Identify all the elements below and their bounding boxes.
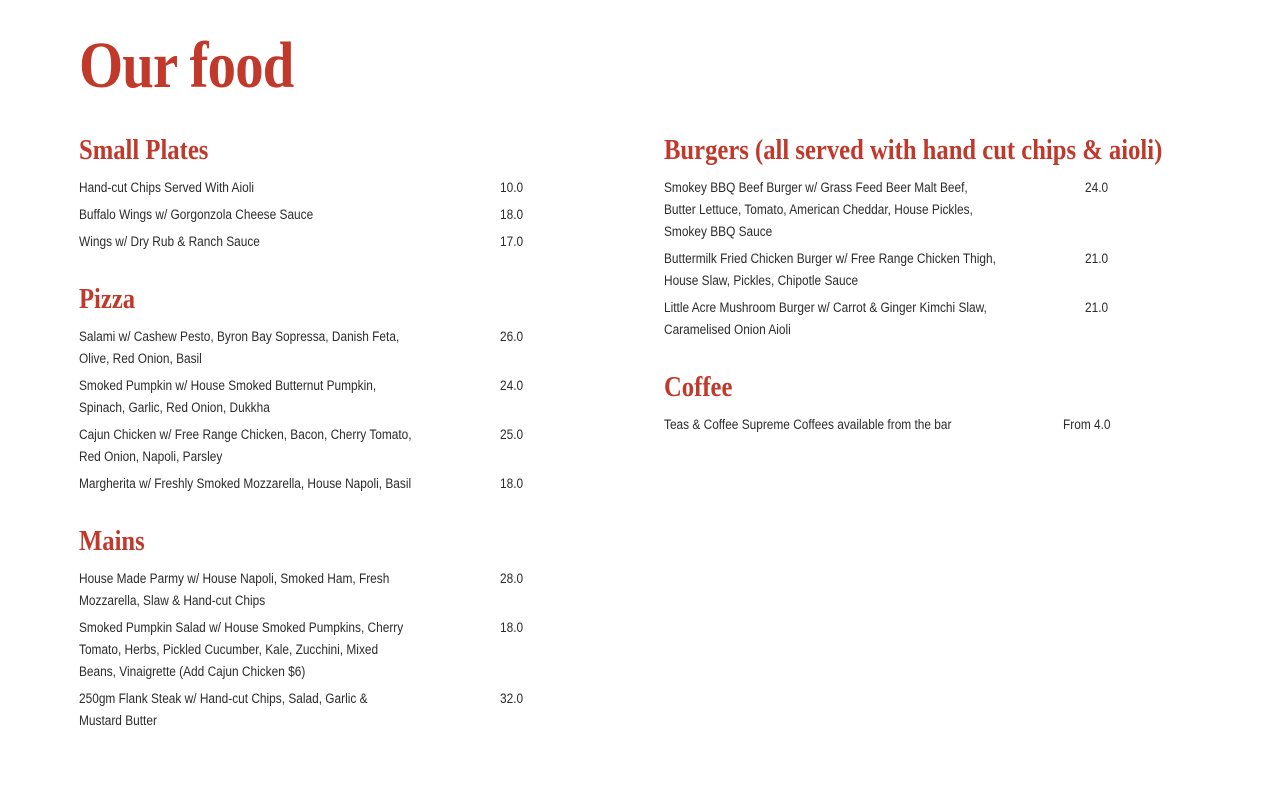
menu-item xyxy=(79,326,529,370)
menu-item-price: 24.0 xyxy=(500,378,524,393)
menu-item xyxy=(79,617,529,683)
section-title: Small Plates xyxy=(79,135,209,166)
menu-item-name: Wings w/ Dry Rub & Ranch Sauce xyxy=(79,234,260,249)
menu-item xyxy=(79,568,529,612)
menu-item-price: 26.0 xyxy=(500,329,524,344)
menu-item-price: 18.0 xyxy=(500,207,524,222)
menu-item-name: Buffalo Wings w/ Gorgonzola Cheese Sauce xyxy=(79,207,314,222)
left-column xyxy=(79,134,529,762)
menu-item-name: Cajun Chicken w/ Free Range Chicken, Bacon, Cherry Tomato, Red Onion, Napoli, Parsley xyxy=(79,427,412,464)
menu-item-name: Little Acre Mushroom Burger w/ Carrot & Ginger Kimchi Slaw, Caramelised Onion Aioli xyxy=(664,300,987,337)
menu-item-name: Hand-cut Chips Served With Aioli xyxy=(79,180,254,195)
section-title: Mains xyxy=(79,526,145,557)
menu-item xyxy=(79,688,529,732)
menu-item-price: 17.0 xyxy=(500,234,524,249)
menu-item-name: Buttermilk Fried Chicken Burger w/ Free Range Chicken Thigh, House Slaw, Pickles, Chipotle Sauce xyxy=(664,251,996,288)
menu-item xyxy=(664,297,1264,341)
menu-item-name: Smoked Pumpkin w/ House Smoked Butternut Pumpkin, Spinach, Garlic, Red Onion, Dukkha xyxy=(79,378,377,415)
menu-item xyxy=(79,204,529,226)
menu-item xyxy=(664,414,1264,436)
section-coffee xyxy=(664,371,1264,436)
section-pizza xyxy=(79,283,529,495)
right-column xyxy=(664,134,1264,466)
menu-item xyxy=(664,177,1264,243)
menu-item-price: 24.0 xyxy=(1085,180,1109,195)
menu-item-name: Margherita w/ Freshly Smoked Mozzarella, House Napoli, Basil xyxy=(79,476,412,491)
page-title: Our food xyxy=(79,29,294,102)
menu-item-price: 32.0 xyxy=(500,691,524,706)
menu-item-name: Teas & Coffee Supreme Coffees available from the bar xyxy=(664,417,952,432)
menu-item xyxy=(79,424,529,468)
menu-item xyxy=(79,231,529,253)
menu-item xyxy=(79,473,529,495)
menu-item-name: Smokey BBQ Beef Burger w/ Grass Feed Beer Malt Beef, Butter Lettuce, Tomato, American Cheddar, House Pickles, Smokey BBQ Sauce xyxy=(664,180,973,239)
section-title: Pizza xyxy=(79,284,136,315)
menu-item xyxy=(79,177,529,199)
section-title: Burgers (all served with hand cut chips & aioli) xyxy=(664,135,1163,166)
menu-item-price: From 4.0 xyxy=(1063,417,1111,432)
section-mains xyxy=(79,525,529,732)
menu-item-price: 28.0 xyxy=(500,571,524,586)
menu-item-name: 250gm Flank Steak w/ Hand-cut Chips, Salad, Garlic & Mustard Butter xyxy=(79,691,368,728)
menu-item-price: 25.0 xyxy=(500,427,524,442)
menu-item-price: 21.0 xyxy=(1085,251,1109,266)
menu-item-price: 18.0 xyxy=(500,620,524,635)
menu-item xyxy=(664,248,1264,292)
menu-item-price: 18.0 xyxy=(500,476,524,491)
menu-item xyxy=(79,375,529,419)
menu-item-name: House Made Parmy w/ House Napoli, Smoked Ham, Fresh Mozzarella, Slaw & Hand-cut Chips xyxy=(79,571,390,608)
menu-item-name: Smoked Pumpkin Salad w/ House Smoked Pumpkins, Cherry Tomato, Herbs, Pickled Cucumber, Kale, Zucchini, Mixed Beans, Vinaigrette (Add Cajun Chicken $6) xyxy=(79,620,404,679)
menu-item-price: 21.0 xyxy=(1085,300,1109,315)
section-burgers xyxy=(664,134,1264,341)
menu-item-name: Salami w/ Cashew Pesto, Byron Bay Sopressa, Danish Feta, Olive, Red Onion, Basil xyxy=(79,329,400,366)
section-title: Coffee xyxy=(664,372,733,403)
menu-item-price: 10.0 xyxy=(500,180,524,195)
section-small-plates xyxy=(79,134,529,253)
